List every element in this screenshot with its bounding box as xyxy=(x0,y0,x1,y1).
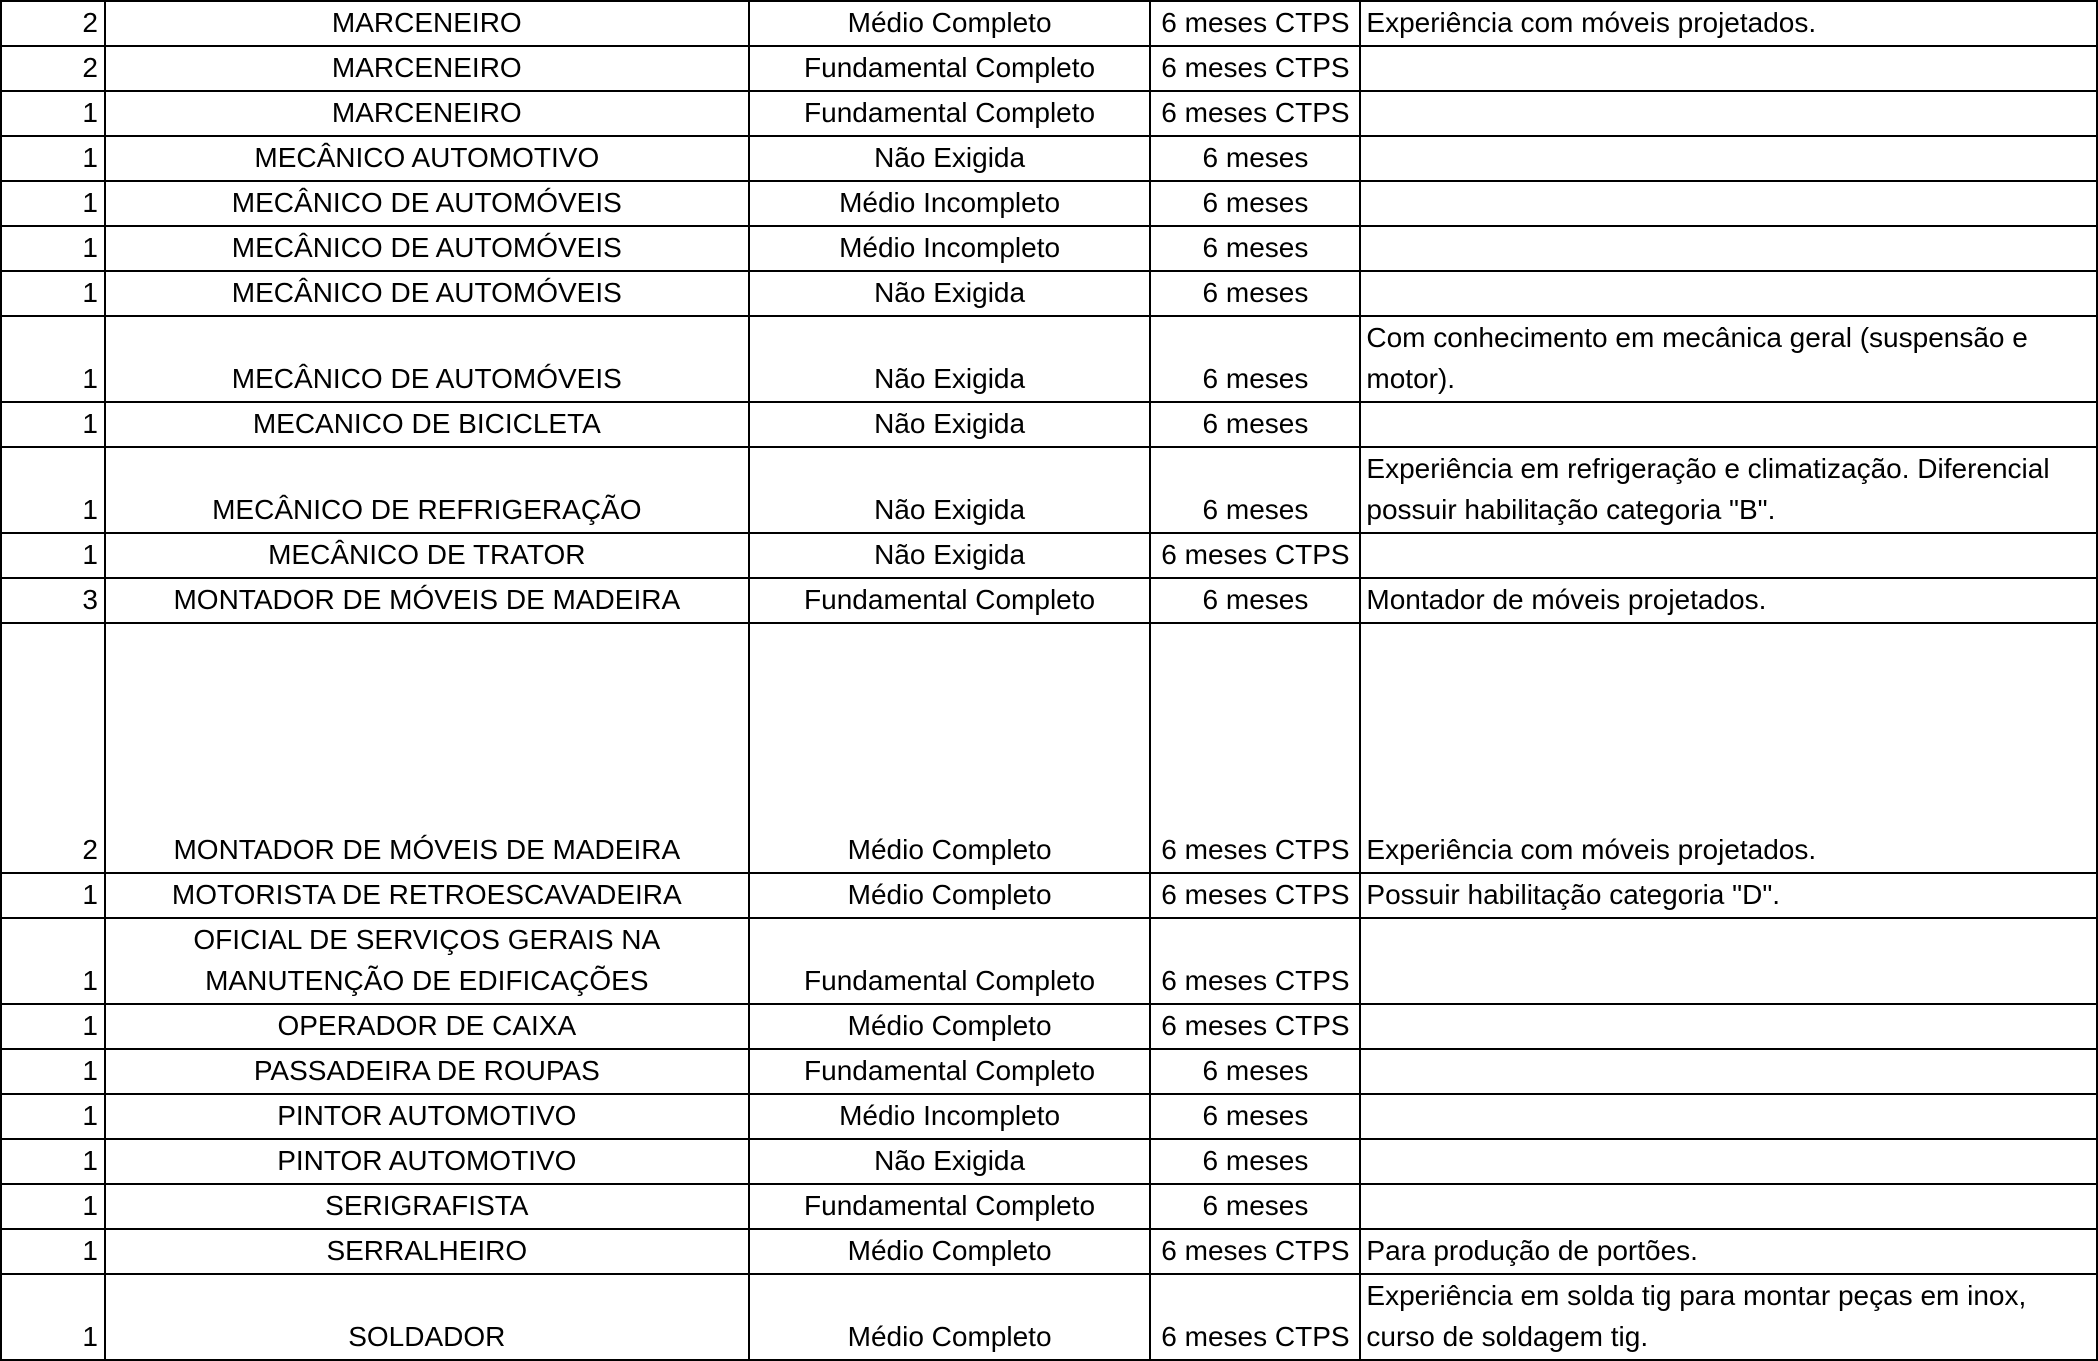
table-row xyxy=(1,91,2097,136)
cell-occupation[interactable]: PINTOR AUTOMOTIVO xyxy=(105,1094,749,1139)
cell-experience[interactable]: 6 meses CTPS xyxy=(1150,1274,1360,1360)
cell-notes[interactable] xyxy=(1360,1004,2097,1049)
cell-notes[interactable] xyxy=(1360,1184,2097,1229)
cell-experience[interactable]: 6 meses xyxy=(1150,271,1360,316)
cell-quantity[interactable]: 1 xyxy=(1,226,105,271)
cell-occupation[interactable]: MARCENEIRO xyxy=(105,1,749,46)
cell-experience[interactable]: 6 meses xyxy=(1150,1139,1360,1184)
cell-experience[interactable]: 6 meses CTPS xyxy=(1150,873,1360,918)
cell-education[interactable]: Não Exigida xyxy=(749,136,1151,181)
table-row xyxy=(1,271,2097,316)
cell-quantity[interactable]: 1 xyxy=(1,402,105,447)
cell-occupation[interactable]: MECÂNICO DE AUTOMÓVEIS xyxy=(105,271,749,316)
cell-experience[interactable]: 6 meses CTPS xyxy=(1150,1004,1360,1049)
cell-education[interactable]: Fundamental Completo xyxy=(749,46,1151,91)
cell-quantity[interactable]: 1 xyxy=(1,918,105,1004)
cell-quantity[interactable]: 1 xyxy=(1,533,105,578)
cell-education[interactable]: Não Exigida xyxy=(749,402,1151,447)
cell-notes[interactable]: Possuir habilitação categoria "D". xyxy=(1360,873,2097,918)
cell-occupation[interactable]: MARCENEIRO xyxy=(105,91,749,136)
cell-occupation[interactable]: MONTADOR DE MÓVEIS DE MADEIRA xyxy=(105,578,749,623)
cell-notes[interactable] xyxy=(1360,1094,2097,1139)
cell-occupation[interactable]: PINTOR AUTOMOTIVO xyxy=(105,1139,749,1184)
table-row xyxy=(1,46,2097,91)
cell-education[interactable]: Fundamental Completo xyxy=(749,1184,1151,1229)
cell-experience[interactable]: 6 meses xyxy=(1150,136,1360,181)
table-row xyxy=(1,136,2097,181)
table-row xyxy=(1,316,2097,402)
cell-occupation[interactable]: MARCENEIRO xyxy=(105,46,749,91)
cell-education[interactable]: Fundamental Completo xyxy=(749,1049,1151,1094)
cell-quantity[interactable]: 2 xyxy=(1,623,105,873)
cell-experience[interactable]: 6 meses xyxy=(1150,578,1360,623)
cell-education[interactable]: Médio Completo xyxy=(749,1229,1151,1274)
cell-notes[interactable] xyxy=(1360,402,2097,447)
cell-education[interactable]: Não Exigida xyxy=(749,533,1151,578)
cell-quantity[interactable]: 1 xyxy=(1,1139,105,1184)
cell-quantity[interactable]: 1 xyxy=(1,316,105,402)
cell-occupation[interactable]: PASSADEIRA DE ROUPAS xyxy=(105,1049,749,1094)
table-row xyxy=(1,1139,2097,1184)
cell-education[interactable]: Fundamental Completo xyxy=(749,578,1151,623)
cell-quantity[interactable]: 1 xyxy=(1,1184,105,1229)
cell-occupation[interactable]: SERRALHEIRO xyxy=(105,1229,749,1274)
table-row xyxy=(1,402,2097,447)
cell-education[interactable]: Fundamental Completo xyxy=(749,91,1151,136)
table-row xyxy=(1,623,2097,873)
cell-education[interactable]: Médio Completo xyxy=(749,1274,1151,1360)
cell-occupation[interactable]: MECÂNICO AUTOMOTIVO xyxy=(105,136,749,181)
cell-education[interactable]: Médio Incompleto xyxy=(749,181,1151,226)
table-row xyxy=(1,1184,2097,1229)
cell-experience[interactable]: 6 meses CTPS xyxy=(1150,533,1360,578)
cell-occupation[interactable]: MONTADOR DE MÓVEIS DE MADEIRA xyxy=(105,623,749,873)
cell-notes[interactable]: Com conhecimento em mecânica geral (suspensão e motor). xyxy=(1360,316,2097,402)
cell-quantity[interactable]: 1 xyxy=(1,91,105,136)
cell-experience[interactable]: 6 meses xyxy=(1150,316,1360,402)
cell-experience[interactable]: 6 meses xyxy=(1150,447,1360,533)
cell-quantity[interactable]: 1 xyxy=(1,271,105,316)
cell-experience[interactable]: 6 meses xyxy=(1150,1094,1360,1139)
cell-notes[interactable] xyxy=(1360,271,2097,316)
cell-occupation[interactable]: OFICIAL DE SERVIÇOS GERAIS NA MANUTENÇÃO DE EDIFICAÇÕES xyxy=(105,918,749,1004)
cell-education[interactable]: Médio Completo xyxy=(749,623,1151,873)
cell-occupation[interactable]: MECANICO DE BICICLETA xyxy=(105,402,749,447)
cell-occupation[interactable]: MECÂNICO DE AUTOMÓVEIS xyxy=(105,181,749,226)
table-row xyxy=(1,1229,2097,1274)
cell-experience[interactable]: 6 meses CTPS xyxy=(1150,46,1360,91)
cell-quantity[interactable]: 2 xyxy=(1,46,105,91)
cell-experience[interactable]: 6 meses CTPS xyxy=(1150,918,1360,1004)
cell-experience[interactable]: 6 meses CTPS xyxy=(1150,623,1360,873)
cell-education[interactable]: Médio Completo xyxy=(749,873,1151,918)
cell-notes[interactable] xyxy=(1360,136,2097,181)
cell-education[interactable]: Médio Completo xyxy=(749,1,1151,46)
table-row xyxy=(1,447,2097,533)
cell-occupation[interactable]: MECÂNICO DE REFRIGERAÇÃO xyxy=(105,447,749,533)
table-row xyxy=(1,918,2097,1004)
cell-experience[interactable]: 6 meses CTPS xyxy=(1150,91,1360,136)
cell-notes[interactable] xyxy=(1360,1139,2097,1184)
cell-quantity[interactable]: 1 xyxy=(1,181,105,226)
cell-quantity[interactable]: 1 xyxy=(1,1004,105,1049)
cell-notes[interactable]: Experiência com móveis projetados. xyxy=(1360,623,2097,873)
cell-experience[interactable]: 6 meses xyxy=(1150,1184,1360,1229)
cell-experience[interactable]: 6 meses xyxy=(1150,181,1360,226)
table-row xyxy=(1,533,2097,578)
table-row xyxy=(1,1274,2097,1360)
cell-education[interactable]: Não Exigida xyxy=(749,1139,1151,1184)
cell-notes[interactable]: Experiência em refrigeração e climatização. Diferencial possuir habilitação categoria "B". xyxy=(1360,447,2097,533)
cell-education[interactable]: Médio Incompleto xyxy=(749,1094,1151,1139)
cell-experience[interactable]: 6 meses CTPS xyxy=(1150,1,1360,46)
cell-occupation[interactable]: MECÂNICO DE AUTOMÓVEIS xyxy=(105,226,749,271)
table-row xyxy=(1,181,2097,226)
cell-notes[interactable] xyxy=(1360,533,2097,578)
cell-occupation[interactable]: SERIGRAFISTA xyxy=(105,1184,749,1229)
cell-quantity[interactable]: 1 xyxy=(1,447,105,533)
cell-quantity[interactable]: 2 xyxy=(1,1,105,46)
cell-education[interactable]: Não Exigida xyxy=(749,316,1151,402)
cell-notes[interactable] xyxy=(1360,918,2097,1004)
table-row xyxy=(1,873,2097,918)
cell-quantity[interactable]: 1 xyxy=(1,1229,105,1274)
cell-experience[interactable]: 6 meses CTPS xyxy=(1150,1229,1360,1274)
cell-quantity[interactable]: 1 xyxy=(1,1049,105,1094)
cell-experience[interactable]: 6 meses xyxy=(1150,226,1360,271)
cell-notes[interactable] xyxy=(1360,181,2097,226)
table-row xyxy=(1,578,2097,623)
cell-notes[interactable]: Experiência em solda tig para montar peças em inox, curso de soldagem tig. xyxy=(1360,1274,2097,1360)
cell-notes[interactable] xyxy=(1360,226,2097,271)
cell-notes[interactable]: Experiência com móveis projetados. xyxy=(1360,1,2097,46)
cell-notes[interactable] xyxy=(1360,46,2097,91)
cell-education[interactable]: Não Exigida xyxy=(749,271,1151,316)
cell-quantity[interactable]: 1 xyxy=(1,1094,105,1139)
cell-quantity[interactable]: 1 xyxy=(1,873,105,918)
cell-education[interactable]: Não Exigida xyxy=(749,447,1151,533)
cell-notes[interactable]: Montador de móveis projetados. xyxy=(1360,578,2097,623)
cell-education[interactable]: Médio Completo xyxy=(749,1004,1151,1049)
cell-quantity[interactable]: 1 xyxy=(1,136,105,181)
cell-education[interactable]: Fundamental Completo xyxy=(749,918,1151,1004)
cell-notes[interactable] xyxy=(1360,91,2097,136)
cell-notes[interactable] xyxy=(1360,1049,2097,1094)
cell-quantity[interactable]: 3 xyxy=(1,578,105,623)
table-row xyxy=(1,1,2097,46)
job-openings-body xyxy=(1,1,2097,1360)
cell-occupation[interactable]: MOTORISTA DE RETROESCAVADEIRA xyxy=(105,873,749,918)
cell-occupation[interactable]: SOLDADOR xyxy=(105,1274,749,1360)
table-row xyxy=(1,226,2097,271)
cell-education[interactable]: Médio Incompleto xyxy=(749,226,1151,271)
cell-occupation[interactable]: MECÂNICO DE TRATOR xyxy=(105,533,749,578)
cell-occupation[interactable]: MECÂNICO DE AUTOMÓVEIS xyxy=(105,316,749,402)
cell-experience[interactable]: 6 meses xyxy=(1150,1049,1360,1094)
cell-occupation[interactable]: OPERADOR DE CAIXA xyxy=(105,1004,749,1049)
table-row xyxy=(1,1094,2097,1139)
cell-quantity[interactable]: 1 xyxy=(1,1274,105,1360)
table-row xyxy=(1,1049,2097,1094)
cell-notes[interactable]: Para produção de portões. xyxy=(1360,1229,2097,1274)
table-row xyxy=(1,1004,2097,1049)
cell-experience[interactable]: 6 meses xyxy=(1150,402,1360,447)
